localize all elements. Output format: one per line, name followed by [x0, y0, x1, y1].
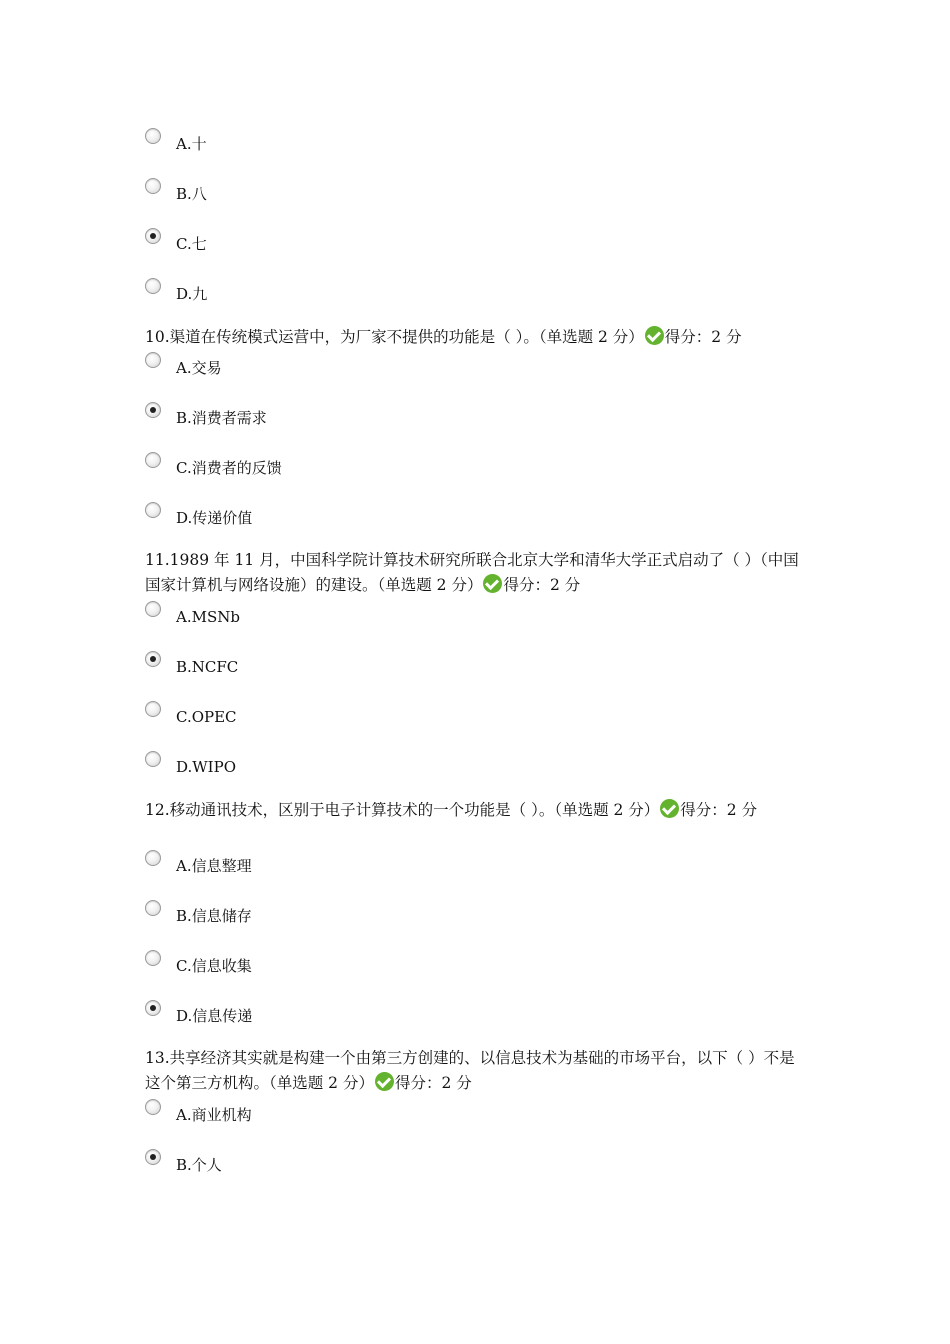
score-text: 得分：2 分: [394, 1074, 472, 1092]
radio-button-icon[interactable]: [145, 178, 161, 194]
radio-button-icon[interactable]: [145, 701, 161, 717]
radio-button-icon[interactable]: [145, 850, 161, 866]
option-q11-b: B.NCFC: [176, 658, 239, 676]
question-10: [145, 325, 810, 350]
radio-button-icon[interactable]: [145, 1000, 161, 1016]
checkmark-icon: [483, 574, 502, 593]
radio-button-icon[interactable]: [145, 128, 161, 144]
radio-button-icon[interactable]: [145, 502, 161, 518]
option-q13-a: A.商业机构: [176, 1106, 252, 1124]
option-q9-a: A.十: [176, 135, 207, 153]
option-q10-d: D.传递价值: [176, 509, 253, 527]
score-text: 得分：2 分: [680, 801, 758, 819]
question-text: 13.共享经济其实就是构建一个由第三方创建的、以信息技术为基础的市场平台，以下（ ）不是这个第三方机构。（单选题 2 分）: [145, 1049, 795, 1092]
radio-button-icon[interactable]: [145, 651, 161, 667]
question-text: 12.移动通讯技术，区别于电子计算技术的一个功能是（ ）。（单选题 2 分）: [145, 801, 660, 819]
radio-button-icon[interactable]: [145, 601, 161, 617]
option-q10-c: C.消费者的反馈: [176, 459, 282, 477]
radio-button-icon[interactable]: [145, 402, 161, 418]
radio-button-icon[interactable]: [145, 452, 161, 468]
option-q9-d: D.九: [176, 285, 208, 303]
score-text: 得分：2 分: [664, 328, 742, 346]
option-q13-b: B.个人: [176, 1156, 222, 1174]
radio-button-icon[interactable]: [145, 1099, 161, 1115]
checkmark-icon: [660, 799, 679, 818]
option-q9-b: B.八: [176, 185, 207, 203]
radio-button-icon[interactable]: [145, 751, 161, 767]
question-text: 10.渠道在传统模式运营中，为厂家不提供的功能是（ ）。（单选题 2 分）: [145, 328, 644, 346]
checkmark-icon: [375, 1072, 394, 1091]
radio-button-icon[interactable]: [145, 900, 161, 916]
option-q12-d: D.信息传递: [176, 1007, 253, 1025]
option-q11-c: C.OPEC: [176, 708, 237, 726]
option-q10-a: A.交易: [176, 359, 222, 377]
option-q12-a: A.信息整理: [176, 857, 252, 875]
score-text: 得分：2 分: [503, 576, 581, 594]
question-11: [145, 548, 810, 598]
option-q9-c: C.七: [176, 235, 207, 253]
radio-button-icon[interactable]: [145, 1149, 161, 1165]
radio-button-icon[interactable]: [145, 950, 161, 966]
option-q11-a: A.MSNb: [176, 608, 240, 626]
option-q12-b: B.信息储存: [176, 907, 252, 925]
radio-button-icon[interactable]: [145, 352, 161, 368]
option-q11-d: D.WIPO: [176, 758, 236, 776]
question-13: [145, 1046, 810, 1096]
option-q10-b: B.消费者需求: [176, 409, 267, 427]
option-q12-c: C.信息收集: [176, 957, 252, 975]
radio-button-icon[interactable]: [145, 228, 161, 244]
checkmark-icon: [645, 326, 664, 345]
question-12: [145, 798, 810, 823]
question-text: 11.1989 年 11 月，中国科学院计算技术研究所联合北京大学和清华大学正式启动了（ ）（中国国家计算机与网络设施）的建设。（单选题 2 分）: [145, 551, 799, 594]
radio-button-icon[interactable]: [145, 278, 161, 294]
